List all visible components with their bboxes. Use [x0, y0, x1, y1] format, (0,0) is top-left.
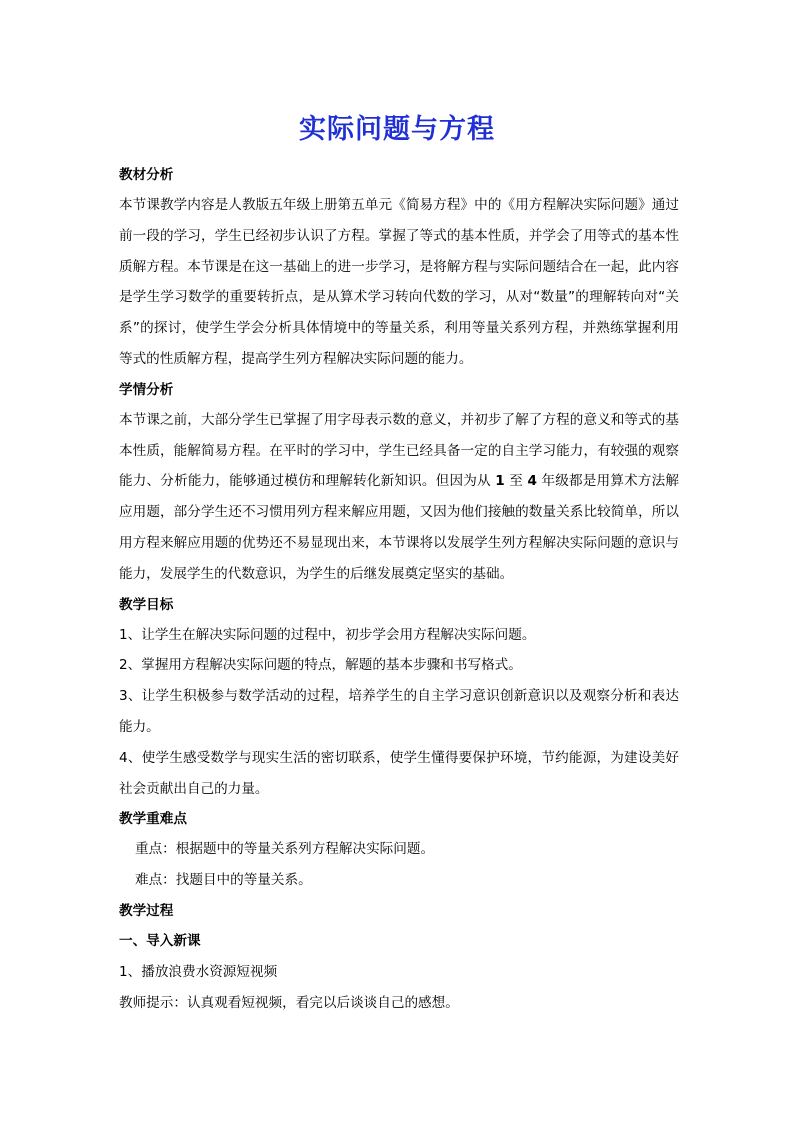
student-analysis-text-1: 本节课之前，大部分学生已掌握了用字母表示数的意义，并初步了解了方程的意义和等式的基本性质，能解简易方程。在平时的学习中，学生已经具备一定的自主学习能力，有较强的观察能力、分析能力，能够通过模仿和理解转化新知识。但因为从	[119, 411, 679, 490]
grade-number-end: 4	[527, 473, 537, 490]
document-title: 实际问题与方程	[299, 114, 495, 145]
heading-objectives: 教学目标	[119, 596, 174, 613]
process-substep: 1、播放浪费水资源短视频	[119, 963, 278, 980]
heading-textbook-analysis: 教材分析	[119, 167, 174, 183]
objective-item: 3、让学生积极参与数学活动的过程，培养学生的自主学习意识创新意识以及观察分析和表达能力。	[119, 688, 679, 735]
heading-student-analysis: 学情分析	[119, 381, 174, 398]
student-analysis-text-2: 年级都是用算术方法解应用题，部分学生还不习惯用列方程来解应用题，又因为他们接触的数量关系比较简单，所以用方程来解应用题的优势还不易显现出来，本节课将以发展学生列方程解决实际问题的意识与能力，发展学生的代数意识，为学生的后继发展奠定坚实的基础。	[119, 473, 679, 582]
heading-process: 教学过程	[119, 902, 174, 919]
teacher-prompt: 教师提示：认真观看短视频，看完以后谈谈自己的感想。	[119, 994, 459, 1011]
process-step-heading: 一、导入新课	[119, 932, 201, 949]
objective-item: 4、使学生感受数学与现实生活的密切联系，使学生懂得要保护环境，节约能源，为建设美好社会贡献出自己的力量。	[119, 749, 679, 797]
heading-key-points: 教学重难点	[119, 811, 187, 828]
student-analysis-to: 至	[509, 473, 524, 490]
difficult-point: 难点：找题目中的等量关系。	[135, 872, 312, 889]
paragraph-textbook-analysis: 本节课教学内容是人教版五年级上册第五单元《简易方程》中的《用方程解决实际问题》通过前一段的学习，学生已经初步认识了方程。掌握了等式的基本性质，并学会了用等式的基本性质解方程。本节课是在这一基础上的进一步学习，是将解方程与实际问题结合在一起，此内容是学生学习数学的重要转折点，是从算术学习转向代数的学习，从对“数量”的理解转向对“关系”的探讨，使学生学会分析具体情境中的等量关系，利用等量关系列方程，并熟练掌握利用等式的性质解方程，提高学生列方程解决实际问题的能力。	[119, 197, 679, 367]
grade-number-start: 1	[495, 473, 505, 490]
objective-item: 1、让学生在解决实际问题的过程中，初步学会用方程解决实际问题。	[119, 626, 536, 643]
paragraph-student-analysis	[119, 405, 679, 590]
key-point: 重点：根据题中的等量关系列方程解决实际问题。	[135, 841, 435, 858]
objective-item: 2、掌握用方程解决实际问题的特点，解题的基本步骤和书写格式。	[119, 657, 522, 674]
document-body	[119, 160, 679, 1018]
